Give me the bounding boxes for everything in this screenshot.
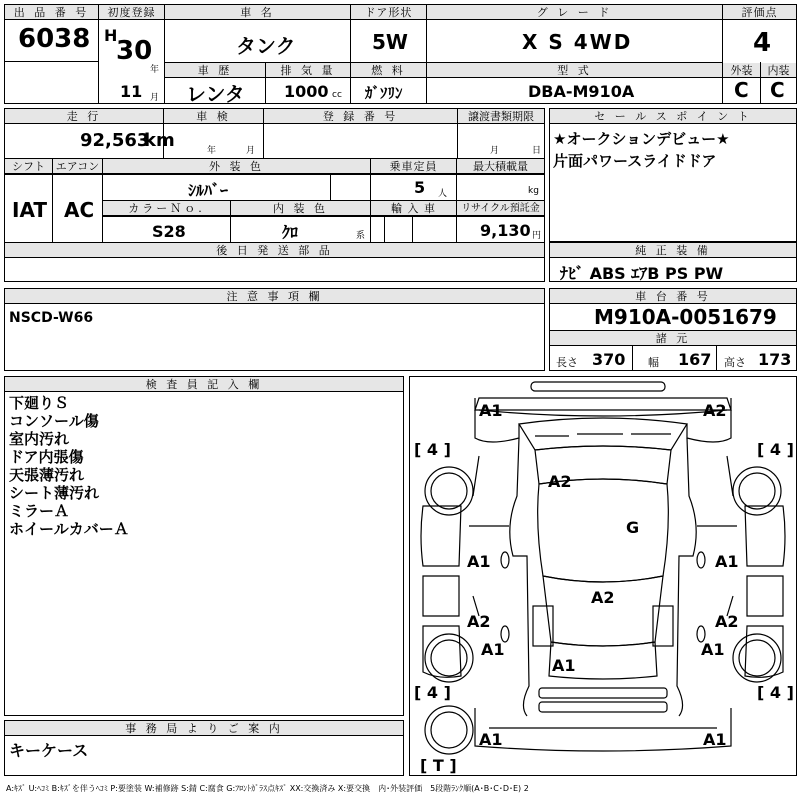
transfer-day-unit: 日 [532,146,542,156]
tire-front-left: [ 4 ] [414,440,451,459]
door-label: ドア形状 [351,5,426,20]
tire-rear-left: [ 4 ] [414,683,451,702]
sales-point-line: ★オークションデビュー★ [553,130,730,148]
car-name: タンク [236,34,296,58]
shift-label: シフト [5,159,52,174]
color-label: 外 装 色 [103,159,370,174]
length-label: 長さ [556,356,578,369]
mark-windshield: G [626,518,640,537]
month-unit: 月 [150,93,160,103]
mileage-label: 走 行 [5,109,163,124]
spec-label: 諸 元 [550,330,796,346]
mark-left-quarter: A1 [481,640,505,659]
inspection-label: 車 検 [164,109,263,124]
inspector-line: 下廻りＳ [9,394,70,412]
mileage-unit: km [144,130,175,151]
interior-grade: C [770,78,785,102]
lot-number: 6038 [18,24,91,54]
legend: A:ｷｽﾞ U:ﾍｺﾐ B:ｷｽﾞを伴うﾍｺﾐ P:要塗装 W:補修跡 S:錆 C:腐食 G:ﾌﾛﾝﾄｶﾞﾗｽ点ｷｽﾞ XX:交換済み X:要交換 内･外装評価 5段階ﾗﾝｸ順(A･B･C･D･E) 2 [6,784,529,793]
color-no: S28 [152,222,186,241]
interior-label: 内装 [761,63,796,78]
mark-rear-left: A1 [479,730,503,749]
displacement-unit: cc [332,90,342,100]
sales-point-line: 片面パワースライドドア [553,152,717,170]
tire-front-right: [ 4 ] [757,440,794,459]
recycle-label: リサイクル預託金 [457,201,544,216]
reg-number-label: 登 録 番 号 [264,109,457,124]
inspector-line: コンソール傷 [9,412,99,430]
capacity: 5 [414,178,426,197]
mileage: 92,563 [80,130,150,151]
inspection-month-unit: 月 [246,146,256,156]
model: DBA-M910A [528,82,635,101]
width-label: 幅 [648,356,659,369]
capacity-label: 乗車定員 [371,159,456,174]
fuel-label: 燃 料 [351,63,426,78]
sales-point-lines [553,128,730,172]
import-label: 輸 入 車 [371,201,456,216]
grade-label: グ レ ー ド [427,5,722,20]
exterior-label: 外装 [723,63,760,78]
grade: X S 4WD [522,30,633,54]
notes-label: 注 意 事 項 欄 [5,289,544,304]
lot-label: 出 品 番 号 [5,5,98,20]
score-label: 評価点 [723,5,796,20]
car-diagram-drawing [409,376,797,776]
office-label: 事 務 局 よ り ご 案 内 [5,721,403,736]
transfer-label: 譲渡書類期限 [458,109,544,124]
mark-rear-glass: A1 [552,656,576,675]
color-no-label: カラーＮｏ. [103,201,230,216]
length: 370 [592,350,626,369]
later-parts-label: 後 日 発 送 部 品 [5,243,544,258]
inspector-notes [9,394,129,538]
fuel: ｶﾞｿﾘﾝ [365,84,403,102]
sales-point-label: セ ー ル ス ポ イ ン ト [550,109,796,124]
chassis-number: M910A-0051679 [594,305,777,329]
color: ｼﾙﾊﾞｰ [188,181,229,200]
mark-front-right: A2 [703,401,727,420]
model-label: 型 式 [427,63,722,78]
equipment-value: ﾅﾋﾞ ABS ｴｱB PS PW [560,264,724,283]
int-color: ｸﾛ [282,223,299,242]
inspector-line: 天張薄汚れ [9,466,85,484]
inspector-line: 室内汚れ [9,430,70,448]
equipment-label: 純 正 装 備 [550,243,796,258]
inspection-year-unit: 年 [207,146,217,156]
height-label: 高さ [724,356,746,369]
width: 167 [678,350,712,369]
capacity-unit: 人 [438,189,448,199]
spare-tire: [ T ] [420,756,457,775]
height: 173 [758,350,792,369]
first-reg-label: 初度登録 [99,5,164,20]
mark-rear-right: A1 [703,730,727,749]
mark-right-front-door: A1 [715,552,739,571]
int-color-label: 内 装 色 [231,201,370,216]
mark-hood: A2 [548,472,572,491]
ac: AC [64,198,95,222]
year-unit: 年 [150,65,160,75]
mark-left-rear-door: A2 [467,612,491,631]
mark-roof: A2 [591,588,615,607]
inspector-line: ホイールカバーＡ [9,520,129,538]
inspector-line: ミラーＡ [9,502,70,520]
first-reg-month: 11 [120,82,143,101]
displacement: 1000 [284,82,329,101]
score: 4 [753,28,772,58]
mark-right-quarter: A1 [701,640,725,659]
displacement-label: 排 気 量 [266,63,350,78]
int-color-unit: 系 [356,231,366,241]
exterior-grade: C [734,78,749,102]
inspector-line: シート薄汚れ [9,484,100,502]
mark-left-front-door: A1 [467,552,491,571]
inspector-label: 検 査 員 記 入 欄 [5,377,403,392]
first-reg-year: 30 [116,36,153,66]
ac-label: エアコン [53,159,102,174]
transfer-month-unit: 月 [490,146,500,156]
history: レンタ [186,82,245,106]
inspector-line: ドア内張傷 [9,448,84,466]
car-name-label: 車 名 [165,5,350,20]
history-label: 車 歴 [165,63,265,78]
mark-right-rear-door: A2 [715,612,739,631]
shift: IAT [12,198,48,222]
door-type: 5W [372,30,408,54]
era: H [104,26,118,45]
mark-front-left: A1 [479,401,503,420]
load-label: 最大積載量 [457,159,544,174]
notes-value: NSCD-W66 [9,310,94,326]
recycle: 9,130 [480,221,531,240]
tire-rear-right: [ 4 ] [757,683,794,702]
load-unit: kg [528,186,539,196]
chassis-label: 車 台 番 号 [550,289,796,304]
office-value: キーケース [9,741,89,760]
recycle-unit: 円 [532,231,542,241]
